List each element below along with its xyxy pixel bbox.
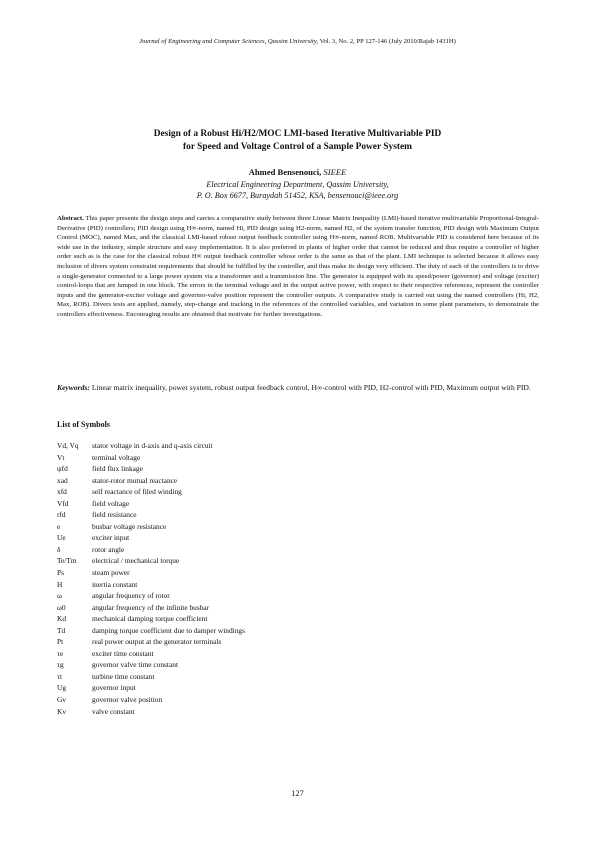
symbol-row (57, 625, 477, 637)
author-block (60, 167, 535, 202)
symbol: Kv (57, 706, 67, 716)
symbol-description: rotor angle (92, 544, 125, 554)
journal-name: Journal of Engineering and Computer Sciences, Qassim University, (139, 38, 319, 45)
symbol-description: busbar voltage resistance (92, 521, 167, 531)
symbol: Ue (57, 533, 66, 543)
journal-volume-info: Vol. 3, No. 2, PP 127-146 (July 2010/Rajab 1431H) (318, 38, 456, 45)
symbol-description: self reactance of filed winding (92, 487, 182, 497)
affiliation-line-2: P. O. Box 6677, Buraydah 51452, KSA, bensenouci@ieee.org (196, 191, 399, 200)
abstract-text: This paper presents the design steps and carries a comparative study between three Linear Matrix Inequality (LMI)-based iterative multivariable Proportional-Integral-Derivative (PID) controllers; PID design using H∞-norm, named Hi, PID design using H2-norm, named H2, of the system transfer function, PID design with Maximum Output Control (MOC), named Max, and the classical LMI-based robust output feedback controller using H∞-norm, named ROB. Multivariable PID is considered here because of its wide use in the industry, simple structure and easy implementation. It is also preferred in plants of higher order that cannot be reduced and thus require a controller of higher order such as is the case for the classical robust H∞ output feedback controller whose order is the same as that of the plant. LMI technique is selected because it allows easy inclusion of divers system constraint requirements that should be fulfilled by the controller, and thus make its design very efficient. The duty of each of the controllers is to drive a single-generator connected to a large power system via a transformer and a transmission line. The generator is equipped with its speed/power (governor) and voltage (exciter) control-loops that are lumped in one block. The errors in the terminal voltage and in the output active power, with respect to their respective references, represent the controller inputs and the generator-exciter voltage and governor-valve position represent the controller outputs. A comparative study is carried out using the named controllers (Hi, H2, Max, ROB). Divers tests are applied, namely, step-change and tracking in the references of the controlled variables, and variation in some plant parameters, to demonstrate the controllers effectiveness. Encouraging results are obtained that motivate for further investigations. (57, 215, 539, 318)
symbol-row (57, 590, 477, 602)
symbol-description: field resistance (92, 510, 137, 520)
abstract-label: Abstract. (57, 215, 84, 222)
symbol-description: inertia constant (92, 579, 138, 589)
symbol-description: angular frequency of rotor (92, 591, 170, 601)
symbol-description: stator-rotor mutual reactance (92, 475, 178, 485)
symbol-row (57, 521, 477, 533)
abstract (57, 214, 539, 320)
symbol-description: damping torque coefficient due to damper windings (92, 625, 245, 635)
symbol-description: angular frequency of the infinite busbar (92, 602, 210, 612)
symbol-row (57, 567, 477, 579)
symbol-row (57, 682, 477, 694)
symbol: Td (57, 625, 66, 635)
symbol-description: field flux linkage (92, 464, 143, 474)
keywords-label: Keywords: (57, 383, 90, 392)
symbol: Pt (57, 637, 64, 647)
keywords (57, 383, 539, 394)
symbol-description: valve constant (92, 706, 135, 716)
symbol-description: governor valve position (92, 695, 163, 705)
symbol-row (57, 636, 477, 648)
symbol-row (57, 452, 477, 464)
symbol-row (57, 706, 477, 718)
symbol-row (57, 659, 477, 671)
symbol-row (57, 579, 477, 591)
symbol: ψfd (57, 464, 68, 474)
symbol-description: governor valve time constant (92, 660, 178, 670)
symbol-row (57, 648, 477, 660)
symbol: e (57, 521, 61, 531)
symbol-description: real power output at the generator terminals (92, 637, 222, 647)
symbol: ω (57, 591, 62, 601)
symbol: δ (57, 544, 61, 554)
symbol: Vd, Vq (57, 441, 79, 450)
page-number: 127 (291, 789, 304, 798)
symbol-row (57, 440, 477, 452)
symbol-description: terminal voltage (92, 452, 141, 462)
symbol: Vfd (57, 498, 69, 508)
symbol-description: exciter time constant (92, 648, 154, 658)
symbol-row (57, 544, 477, 556)
symbol-description: steam power (92, 568, 130, 578)
symbol: Gv (57, 695, 67, 705)
journal-header (0, 38, 595, 45)
symbol: Ps (57, 568, 64, 578)
list-of-symbols-heading: List of Symbols (57, 420, 110, 429)
symbol-row (57, 475, 477, 487)
symbol: xad (57, 475, 68, 485)
symbol: rfd (57, 510, 66, 520)
title-line-1: Design of a Robust Hi/H2/MOC LMI-based Iterative Multivariable PID (153, 129, 442, 139)
symbol-description: mechanical damping torque coefficient (92, 614, 208, 624)
symbol: ω0 (57, 602, 66, 612)
title-line-2: for Speed and Voltage Control of a Sample Power System (183, 141, 412, 152)
paper-title (60, 128, 535, 153)
symbol: τt (57, 671, 63, 681)
affiliation-line-1: Electrical Engineering Department, Qassim University, (206, 179, 389, 189)
symbol: H (57, 579, 63, 589)
symbol: Ug (57, 683, 67, 693)
symbol: τg (57, 660, 64, 670)
symbol: Vt (57, 452, 65, 462)
symbol-row (57, 486, 477, 498)
symbol-row (57, 532, 477, 544)
symbol-description: field voltage (92, 498, 130, 508)
symbol-row (57, 463, 477, 475)
symbol-row (57, 602, 477, 614)
keywords-text: Linear matrix inequality, power system, robust output feedback control, H∞-control with PID, H2-control with PID, Maximum output with PID. (91, 383, 531, 392)
symbol: xfd (57, 487, 67, 497)
symbol-description: stator voltage in d-axis and q-axis circuit (92, 441, 213, 450)
symbol-description: exciter input (92, 533, 130, 543)
symbol-description: electrical / mechanical torque (92, 556, 180, 566)
symbol: τe (57, 648, 64, 658)
symbol-row (57, 498, 477, 510)
author-title: SIEEE (323, 167, 347, 177)
symbol-description: turbine time constant (92, 671, 155, 681)
symbol-row (57, 555, 477, 567)
symbol: Te/Tm (57, 556, 77, 566)
author-name: Ahmed Bensenouci, (248, 167, 322, 177)
symbol-row (57, 509, 477, 521)
symbol-row (57, 694, 477, 706)
symbol-description: governor input (92, 683, 136, 693)
symbols-list (57, 440, 477, 717)
symbol-row (57, 671, 477, 683)
symbol-row (57, 613, 477, 625)
symbol: Kd (57, 614, 67, 624)
